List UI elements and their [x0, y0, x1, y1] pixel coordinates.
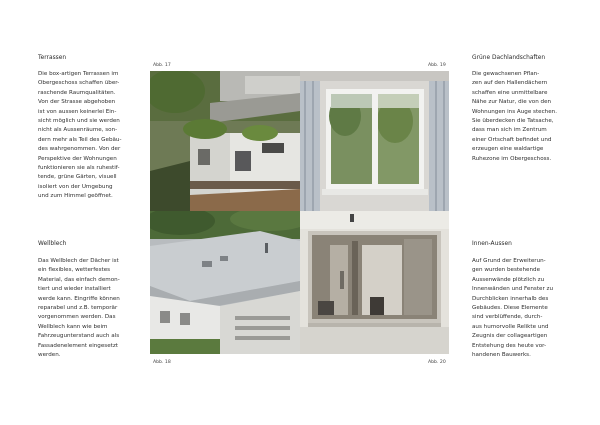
- photo-interior-window: [300, 211, 449, 354]
- photo-window: [300, 71, 449, 211]
- heading-dachlandschaften: Grüne Dachlandschaften: [472, 55, 546, 61]
- text-terrassen: Die box-artigen Terrassen im Obergeschoss schaffen über- raschende Raumqualitäten. Von der Strasse abgehoben ist von aussen keinerlei Ein- sicht möglich und sie werden nicht als Aussenräume, son- dern mehr als Teil des Gebäu- des wahrgenommen. Von der Perspektive der Wohnungen funktionieren sie als ruhestif- tende, grüne Gärten, visuell isoliert von der Umgebung und zum Himmel geöffnet.: [38, 71, 122, 200]
- text-wellblech: Das Wellblech der Dächer ist ein flexibles, wetterfestes Material, das einfach demon- tiert und wieder installiert werde kann. Eingriffe können reparabel und z.B. temporär vorgenommen werden. Das Wellblech kann wie beim Fahrzeugunterstand auch als Fassadenelement eingesetzt werden.: [38, 258, 120, 359]
- caption-abb-20: Abb. 20: [428, 360, 446, 365]
- caption-abb-18: Abb. 18: [153, 360, 171, 365]
- heading-wellblech: Wellblech: [38, 241, 67, 247]
- photo-roofs: [150, 211, 300, 354]
- caption-abb-17: Abb. 17: [153, 63, 171, 68]
- photo-terrace: [150, 71, 300, 211]
- text-dachlandschaften: Die gewachsenen Pflan- zen auf den Hallendächern schaffen eine unmittelbare Nähe zur Natur, die von den Wohnungen ins Auge stechen. Sie überdecken die Tatsache, dass man sich im Zentrum einer Ortschaft befindet und erzeugen eine waldartige Ruhezone im Obergeschoss.: [472, 71, 557, 162]
- caption-abb-19: Abb. 19: [428, 63, 446, 68]
- heading-innen-aussen: Innen-Aussen: [472, 241, 512, 247]
- text-innen-aussen: Auf Grund der Erweiterun- gen wurden bestehende Aussenwände plötzlich zu Innenwänden und Fenster zu Durchblicken innerhalb des Gebäudes. Diese Elemente sind verblüffende, durch- aus humorvolle Relikte und Zeugnis der collageartigen Entstehung des heute vor- handenen Bauwerks.: [472, 258, 554, 359]
- heading-terrassen: Terrassen: [38, 55, 67, 61]
